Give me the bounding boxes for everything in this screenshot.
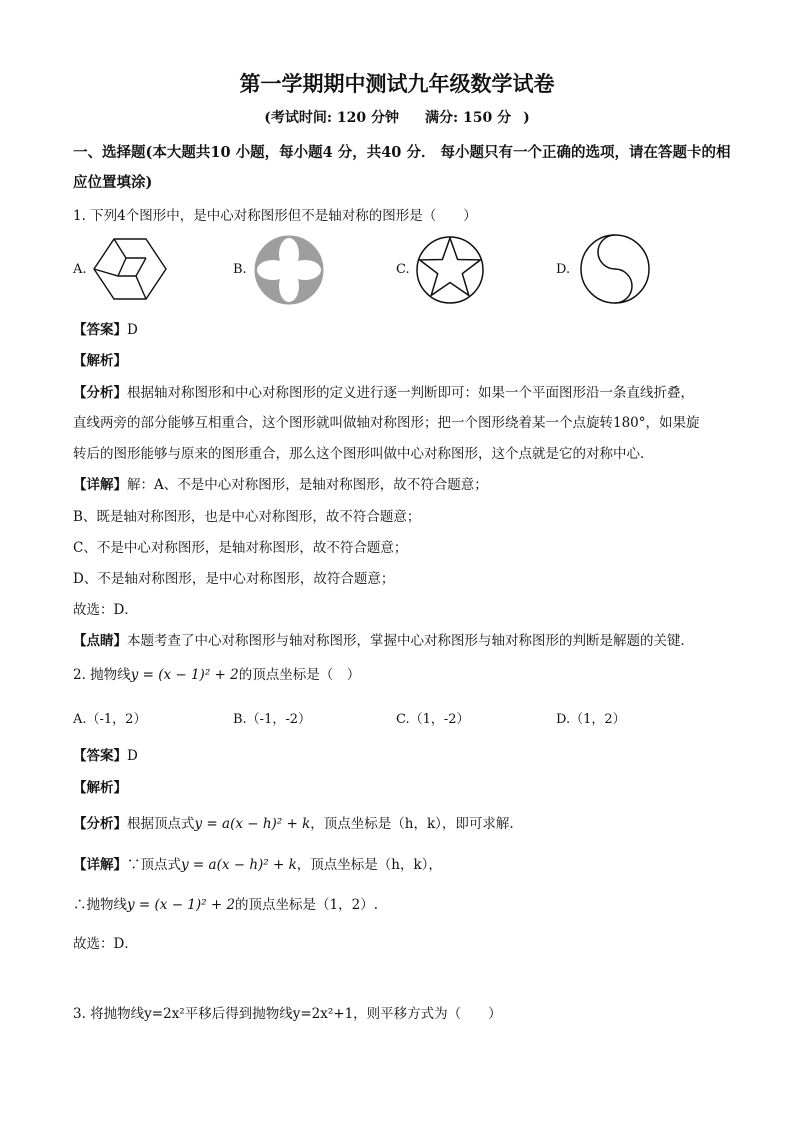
q1-figure-a-triangle-arrows [92, 236, 168, 302]
q1-stem: 1. 下列4个图形中，是中心对称图形但不是轴对称的图形是（ ） [73, 208, 477, 224]
page-title: 第一学期期中测试九年级数学试卷 [239, 72, 555, 96]
q2-option-b: B.（-1，-2） [233, 712, 312, 727]
section-heading: 一、选择题(本大题共10 小题，每小题4 分，共40 分． 每小题只有一个正确的选项，请在答题卡的相应位置填涂) [73, 144, 731, 191]
q1-analysis-line2: 直线两旁的部分能够互相重合，这个图形就叫做轴对称图形；把一个图形绕着某一个点旋转180°，如果旋 [73, 415, 700, 431]
q3-stem: 3. 将抛物线y=2x²平移后得到抛物线y=2x²+1，则平移方式为（ ） [73, 1006, 502, 1022]
q1-detail-c: C、不是中心对称图形，是轴对称图形，故不符合题意； [73, 540, 408, 556]
q2-jiexi-tag: 【解析】 [73, 780, 127, 796]
q1-option-d: D. [556, 262, 571, 277]
q1-figure-d-yin-yang [578, 232, 652, 306]
q1-analysis-line3: 转后的图形能够与原来的图形重合，那么这个图形叫做中心对称图形，这个点就是它的对称中心． [73, 446, 654, 462]
q1-comment: 【点睛】本题考查了中心对称图形与轴对称图形，掌握中心对称图形与轴对称图形的判断是解题的关键． [73, 633, 694, 649]
q1-option-c: C. [396, 262, 410, 277]
q1-answer: 【答案】D [73, 322, 138, 338]
q1-option-b: B. [233, 262, 247, 277]
exam-score: 满分: 150 分 [425, 110, 512, 126]
q1-analysis-line1: 【分析】根据轴对称图形和中心对称图形的定义进行逐一判断即可：如果一个平面图形沿一条直线折叠， [73, 385, 694, 401]
q2-answer: 【答案】D [73, 748, 138, 764]
exam-time: (考试时间: 120 分钟 [264, 110, 399, 126]
q1-figure-b-circle-petals [252, 233, 326, 307]
q2-therefore: ∴抛物线y = (x − 1)² + 2的顶点坐标是（1，2）. [73, 897, 379, 913]
q1-detail-d: D、不是轴对称图形，是中心对称图形，故符合题意； [73, 571, 395, 587]
q2-choose: 故选：D． [73, 936, 138, 952]
q2-formula: y = (x − 1)² + 2 [130, 667, 239, 683]
q2-option-c: C.（1，-2） [396, 712, 470, 727]
q2-option-d: D.（1，2） [556, 712, 626, 727]
q1-jiexi-tag: 【解析】 [73, 353, 127, 369]
q2-stem: 2. 抛物线y = (x − 1)² + 2的顶点坐标是（ ） [73, 667, 361, 683]
q2-analysis: 【分析】根据顶点式y = a(x − h)² + k，顶点坐标是（h，k），即可求解. [73, 816, 514, 832]
q1-choose: 故选：D． [73, 602, 138, 618]
q2-option-a: A.（-1，2） [73, 712, 147, 727]
q1-detail-b: B、既是轴对称图形，也是中心对称图形，故不符合题意； [73, 509, 421, 525]
q1-detail-a: 【详解】解：A、不是中心对称图形，是轴对称图形，故不符合题意； [73, 477, 488, 493]
q2-detail: 【详解】∵顶点式y = a(x − h)² + k，顶点坐标是（h，k）， [73, 857, 442, 873]
q1-figure-c-star-in-circle [414, 234, 486, 306]
q1-option-a: A. [73, 262, 87, 277]
exam-info: (考试时间: 120 分钟 满分: 150 分 ) [264, 110, 530, 126]
